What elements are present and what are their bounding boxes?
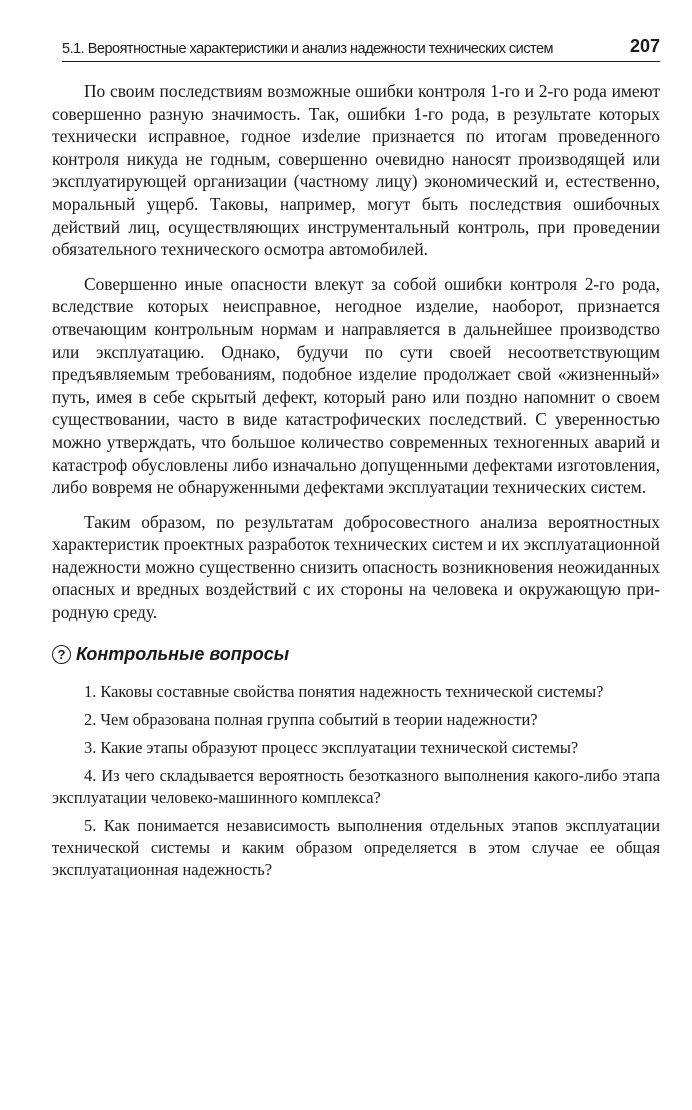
paragraph: Совершенно иные опасности влекут за собой ошибки контроля 2-го рода, вследствие которых неисправное, негодное изделие, наоборот, признается отвечающим контрольным нормам и направляется в дальнейшее производство или эксплуатацию. Однако, будучи по сути своей несоответствующим предъявляемым требованиям, подобное изделие продолжает свой «жизненный» путь, имея в себе скрытый дефект, который рано или поздно напомнит о своем существовании, часто в виде катастрофических последствий. С уверенностью можно утверждать, что большое количество современных техногенных аварий и катастроф обусловлены либо изначально допущенными дефектами изготовления, либо вовремя не обнаруженными дефектами эксплуатации технических систем. [52, 273, 660, 498]
question-item: 3. Какие этапы образуют процесс эксплуатации технической системы? [84, 737, 579, 757]
question-item: 5. Как понимается независимость выполнения отдельных этапов эксплуатации технической системы и каким образом определяется в этом случае ее общая эксплуатационная надежность? [52, 815, 660, 879]
questions-heading [52, 644, 660, 665]
running-title: 5.1. Вероятностные характеристики и анализ надежности технических систем [62, 41, 554, 57]
questions-title: Контрольные вопросы [76, 643, 290, 664]
question-item: 1. Каковы составные свойства понятия надежность технической системы? [84, 681, 604, 701]
paragraph: Таким образом, по результатам добросовестного анализа вероятностных характеристик проектных разработок технических систем и их эксплуатационной надежности можно существенно снизить опасность возникновения неожиданных опасных и вредных воздействий с их стороны на человека и окружающую природную среду. [52, 511, 660, 623]
question-item: 4. Из чего складывается вероятность безотказного выполнения какого-либо этапа эксплуатации человеко-машинного комплекса? [52, 765, 660, 807]
questions-list [52, 681, 660, 881]
paragraph: По своим последствиям возможные ошибки контроля 1-го и 2-го рода имеют совершенно разную значимость. Так, ошибки 1-го рода, в результате которых технически исправное, годное изdелие признается по итогам проведенного контроля никуда не годным, совершенно очевидно наносят производящей или эксплуатирующей организации (частному лицу) экономический и, естественно, моральный ущерб. Таковы, например, могут быть последствия ошибочных действий лиц, осуществляющих инструментальный контроль, при проведении обязательного технического осмотра автомобилей. [52, 81, 660, 260]
book-page [52, 36, 660, 881]
question-mark-icon: ? [52, 645, 71, 664]
page-number: 207 [629, 36, 660, 56]
body-text [52, 80, 660, 624]
question-item: 2. Чем образована полная группа событий в теории надежности? [84, 709, 538, 729]
running-header [62, 36, 660, 62]
